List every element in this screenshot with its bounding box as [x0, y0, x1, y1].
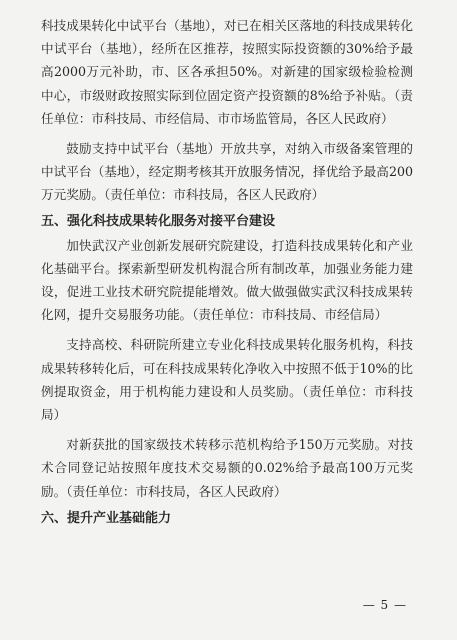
paragraph-pilot-platform-sharing: 鼓励支持中试平台（基地）开放共享，对纳入市级备案管理的中试平台（基地），经定期考核其开放服务情况，择优给予最高200万元奖励。（责任单位：市科技局，各区人民政府）	[41, 141, 413, 203]
section-heading-5: 五、强化科技成果转化服务对接平台建设	[41, 213, 276, 229]
page-number: — 5 —	[362, 598, 407, 612]
paragraph-research-institute: 加快武汉产业创新发展研究院建设，打造科技成果转化和产业化基础平台。探索新型研发机构混合所有制改革，加强业务能力建设，促进工业技术研究院提能增效。做大做强做实武汉科技成果转化网，提升交易服务功能。（责任单位：市科技局、市经信局）	[41, 237, 413, 323]
paragraph-service-agencies: 支持高校、科研院所建立专业化科技成果转化服务机构，科技成果转移转化后，可在科技成果转化净收入中按照不低于10%的比例提取资金，用于机构能力建设和人员奖励。（责任单位：市科技局）	[41, 337, 413, 423]
paragraph-pilot-platform-subsidy: 科技成果转化中试平台（基地），对已在相关区落地的科技成果转化中试平台（基地），经所在区推荐，按照实际投资额的30%给予最高2000万元补助，市、区各承担50%。对新建的国家级检验检测中心，市级财政按照实际到位固定资产投资额的8%给予补贴。（责任单位：市科技局、市经信局、市市场监管局，各区人民政府）	[41, 18, 413, 126]
paragraph-tech-transfer-reward: 对新获批的国家级技术转移示范机构给予150万元奖励。对技术合同登记站按照年度技术交易额的0.02%给予最高100万元奖励。（责任单位：市科技局，各区人民政府）	[41, 437, 413, 499]
section-heading-6: 六、提升产业基础能力	[41, 510, 172, 526]
